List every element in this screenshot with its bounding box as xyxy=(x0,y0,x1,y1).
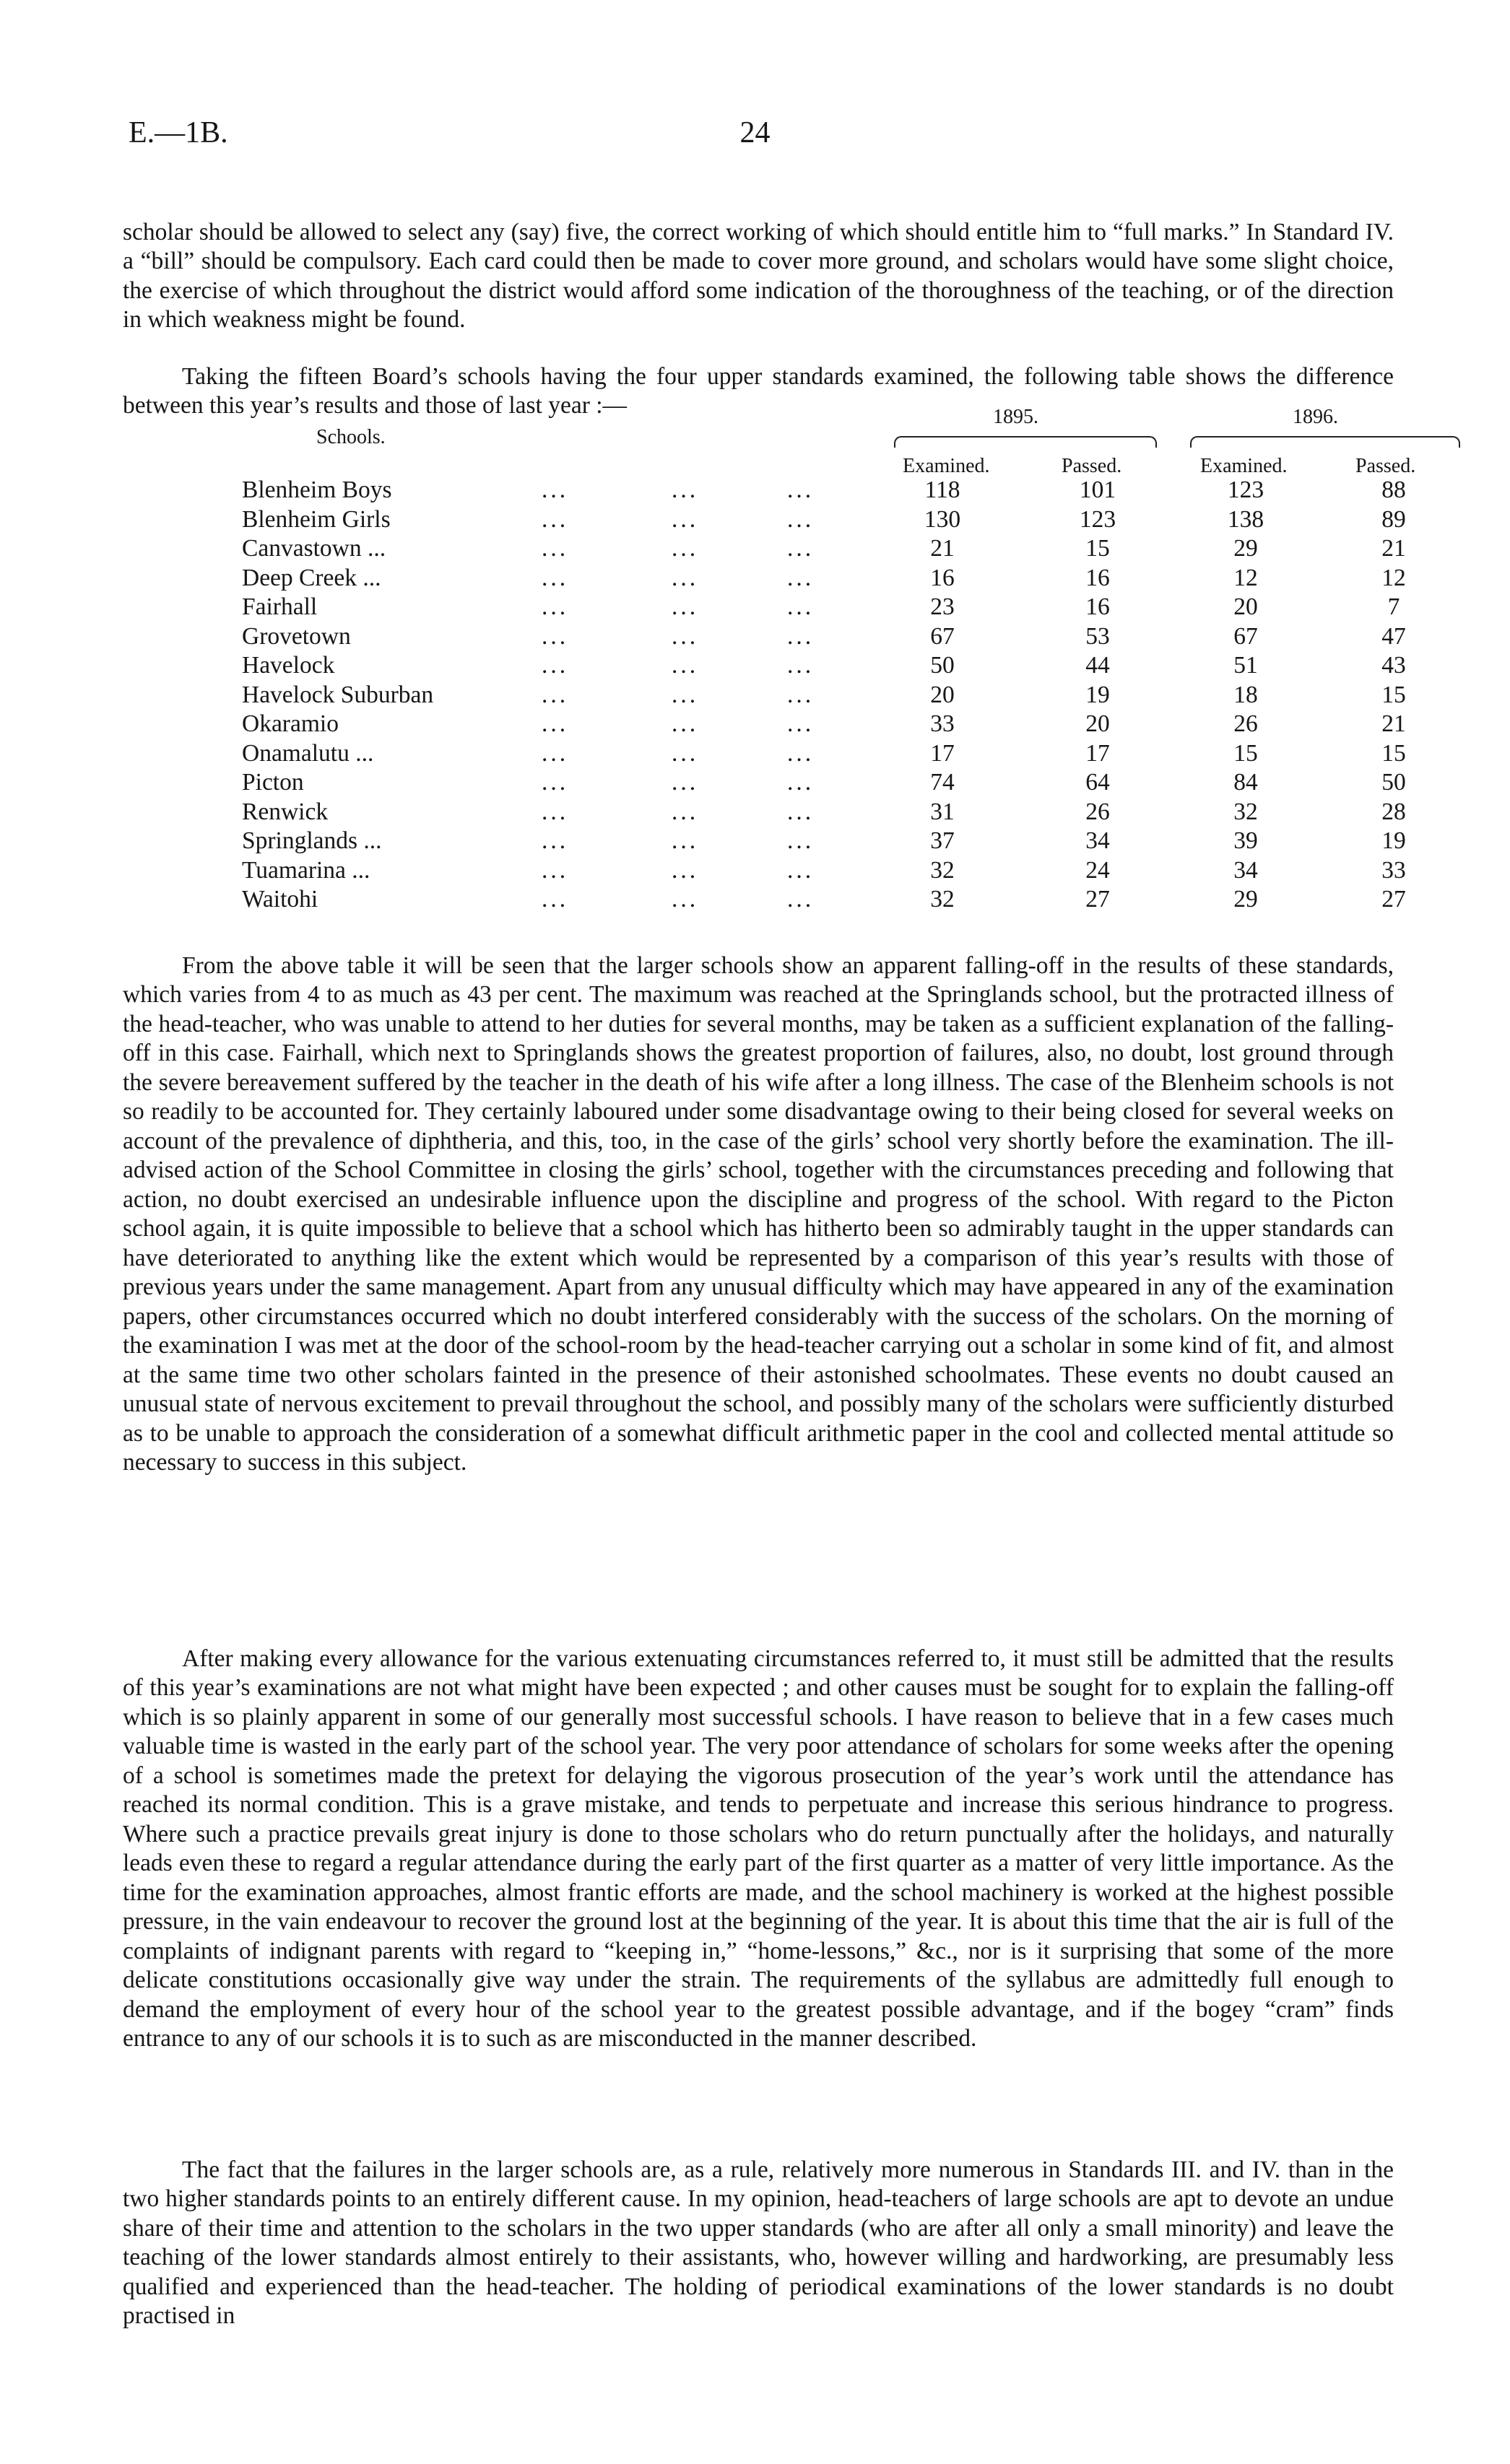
leader-dots: ... xyxy=(787,769,815,796)
cell-p96: 15 xyxy=(1381,739,1406,767)
leader-dots: ... xyxy=(672,739,699,767)
school-name: Blenheim Boys xyxy=(242,476,392,503)
leader-dots: ... xyxy=(787,652,815,679)
leader-dots: ... xyxy=(787,827,815,854)
leader-dots: ... xyxy=(672,769,699,796)
table-row xyxy=(123,886,1406,915)
cell-p95: 24 xyxy=(1085,856,1110,884)
leader-dots: ... xyxy=(672,622,699,650)
cell-e95: 32 xyxy=(930,886,955,913)
paragraph-2: Taking the fifteen Board’s schools having the four upper standards examined, the following table shows the difference between this year’s results and those of last year :— xyxy=(123,362,1394,419)
cell-p96: 28 xyxy=(1381,798,1406,825)
cell-p96: 33 xyxy=(1381,856,1406,884)
leader-dots: ... xyxy=(787,798,815,825)
leader-dots: ... xyxy=(787,593,815,620)
cell-e96: 29 xyxy=(1233,886,1258,913)
leader-dots: ... xyxy=(672,593,699,620)
cell-p95: 34 xyxy=(1085,827,1110,854)
leader-dots: ... xyxy=(787,505,815,533)
year-1896-header: 1896. xyxy=(1293,406,1338,428)
school-name: Fairhall xyxy=(242,593,318,620)
cell-p96: 12 xyxy=(1381,564,1406,591)
school-name: Onamalutu ... xyxy=(242,739,374,767)
leader-dots: ... xyxy=(787,476,815,503)
cell-p95: 123 xyxy=(1079,505,1116,533)
cell-e96: 18 xyxy=(1233,681,1258,708)
cell-p95: 20 xyxy=(1085,710,1110,737)
table-row xyxy=(123,535,1406,565)
cell-e96: 84 xyxy=(1233,769,1258,796)
paragraph-1: scholar should be allowed to select any (say) five, the correct working of which should entitle him to “full marks.” In Standard IV. a “bill” should be compulsory. Each card could then be made to cover more ground, and scholars would have some slight choice, the exercise of which throughout the district would afford some indication of the thoroughness of the teaching, or of the direction in which weakness might be found. xyxy=(123,218,1394,333)
cell-p96: 21 xyxy=(1381,710,1406,737)
table-row xyxy=(123,476,1406,506)
cell-e95: 50 xyxy=(930,652,955,679)
school-name: Okaramio xyxy=(242,710,339,737)
cell-e96: 32 xyxy=(1233,798,1258,825)
examined-1895-header: Examined. xyxy=(903,455,990,477)
leader-dots: ... xyxy=(542,535,569,562)
leader-dots: ... xyxy=(542,593,569,620)
cell-p95: 17 xyxy=(1085,739,1110,767)
table-row xyxy=(123,652,1406,682)
cell-e96: 51 xyxy=(1233,652,1258,679)
cell-p95: 27 xyxy=(1085,886,1110,913)
table-row xyxy=(123,564,1406,594)
cell-e96: 138 xyxy=(1227,505,1264,533)
document-reference: E.—1B. xyxy=(129,116,228,149)
cell-p96: 27 xyxy=(1381,886,1406,913)
table-row xyxy=(123,798,1406,828)
school-name: Havelock xyxy=(242,652,335,679)
cell-p95: 15 xyxy=(1085,535,1110,562)
brace-1896 xyxy=(1190,436,1460,448)
school-name: Havelock Suburban xyxy=(242,681,434,708)
paragraph-5: The fact that the failures in the larger schools are, as a rule, relatively more numerous in Standards III. and IV. than in the two higher standards points to an entirely different cause. In my opinion, head-teachers of large schools are apt to devote an undue share of their time and attention to the scholars in the two upper standards (who are after all only a small minority) and leave the teaching of the lower standards almost entirely to their assistants, who, however willing and hardworking, are presumably less qualified and experienced than the head-teacher. The holding of periodical examinations of the lower standards is no doubt practised in xyxy=(123,2156,1394,2329)
examined-1896-header: Examined. xyxy=(1200,455,1288,477)
leader-dots: ... xyxy=(787,886,815,913)
leader-dots: ... xyxy=(787,622,815,650)
leader-dots: ... xyxy=(787,535,815,562)
cell-p95: 16 xyxy=(1085,564,1110,591)
school-name: Blenheim Girls xyxy=(242,505,391,533)
cell-p96: 89 xyxy=(1381,505,1406,533)
leader-dots: ... xyxy=(787,710,815,737)
table-row xyxy=(123,856,1406,887)
paragraph-3: From the above table it will be seen that the larger schools show an apparent falling-off in the results of these standards, which varies from 4 to as much as 43 per cent. The maximum was reached at the Springlands school, but the protracted illness of the head-teacher, who was unable to attend to her duties for several months, may be taken as a sufficient explanation of the falling-off in this case. Fairhall, which next to Springlands shows the greatest proportion of failures, also, no doubt, lost ground through the severe bereavement suffered by the teacher in the death of his wife after a long illness. The case of the Blenheim schools is not so readily to be accounted for. They certainly laboured under some disadvantage owing to their being closed for several weeks on account of the prevalence of diphtheria, and this, too, in the case of the girls’ school very shortly before the examination. The ill-advised action of the School Committee in closing the girls’ school, together with the circumstances preceding and following that action, no doubt exercised an undesirable influence upon the discipline and progress of the school. With regard to the Picton school again, it is quite impossible to believe that a school which has hitherto been so admirably taught in the upper standards can have deteriorated to anything like the extent which would be represented by a comparison of this year’s results with those of previous years under the same management. Apart from any unusual difficulty which may have appeared in any of the examination papers, other circumstances occurred which no doubt interfered considerably with the success of the scholars. On the morning of the examination I was met at the door of the school-room by the head-teacher carrying out a scholar in some kind of fit, and almost at the same time two other scholars fainted in the presence of their astonished schoolmates. These events no doubt caused an unusual state of nervous excitement to prevail throughout the school, and possibly many of the scholars were sufficiently disturbed as to be unable to approach the consideration of a somewhat difficult arithmetic paper in the cool and collected mental attitude so necessary to success in this subject. xyxy=(123,952,1394,1476)
leader-dots: ... xyxy=(672,856,699,884)
page-number: 24 xyxy=(739,116,771,149)
leader-dots: ... xyxy=(542,827,569,854)
leader-dots: ... xyxy=(542,476,569,503)
cell-p96: 19 xyxy=(1381,827,1406,854)
leader-dots: ... xyxy=(542,710,569,737)
leader-dots: ... xyxy=(672,827,699,854)
cell-e95: 17 xyxy=(930,739,955,767)
cell-e96: 29 xyxy=(1233,535,1258,562)
cell-e95: 130 xyxy=(924,505,961,533)
school-name: Grovetown xyxy=(242,622,351,650)
cell-p95: 101 xyxy=(1079,476,1116,503)
leader-dots: ... xyxy=(672,798,699,825)
cell-p95: 19 xyxy=(1085,681,1110,708)
table-row xyxy=(123,593,1400,623)
cell-e95: 31 xyxy=(930,798,955,825)
table-row xyxy=(123,827,1406,857)
leader-dots: ... xyxy=(542,856,569,884)
cell-e95: 118 xyxy=(924,476,960,503)
leader-dots: ... xyxy=(672,505,699,533)
school-name: Deep Creek ... xyxy=(242,564,381,591)
cell-p95: 26 xyxy=(1085,798,1110,825)
leader-dots: ... xyxy=(672,681,699,708)
leader-dots: ... xyxy=(542,769,569,796)
school-name: Springlands ... xyxy=(242,827,382,854)
leader-dots: ... xyxy=(787,856,815,884)
cell-p96: 43 xyxy=(1381,652,1406,679)
leader-dots: ... xyxy=(542,681,569,708)
results-table xyxy=(123,404,1416,921)
leader-dots: ... xyxy=(672,476,699,503)
table-row xyxy=(123,622,1406,653)
cell-p96: 15 xyxy=(1381,681,1406,708)
cell-e95: 67 xyxy=(930,622,955,650)
schools-header: Schools. xyxy=(316,426,386,448)
cell-e95: 32 xyxy=(930,856,955,884)
cell-e96: 20 xyxy=(1233,593,1258,620)
page-header xyxy=(129,116,1381,159)
cell-p95: 16 xyxy=(1085,593,1110,620)
leader-dots: ... xyxy=(672,886,699,913)
leader-dots: ... xyxy=(672,652,699,679)
leader-dots: ... xyxy=(542,739,569,767)
passed-1896-header: Passed. xyxy=(1355,455,1416,477)
leader-dots: ... xyxy=(787,681,815,708)
leader-dots: ... xyxy=(787,739,815,767)
table-row xyxy=(123,710,1406,740)
paragraph-4: After making every allowance for the various extenuating circumstances referred to, it must still be admitted that the results of this year’s examinations are not what might have been expected ; and other causes must be sought for to explain the falling-off which is so plainly apparent in some of our generally most successful schools. I have reason to believe that in a few cases much valuable time is wasted in the early part of the school year. The very poor attendance of scholars for some weeks after the opening of a school is sometimes made the pretext for delaying the vigorous prosecution of the year’s work until the attendance has reached its normal condition. This is a grave mistake, and tends to perpetuate and increase this serious hindrance to progress. Where such a practice prevails great injury is done to those scholars who do return punctually after the holidays, and naturally leads even these to regard a regular attendance during the early part of the first quarter as a matter of very little importance. As the time for the examination approaches, almost frantic efforts are made, and the school machinery is worked at the highest possible pressure, in the vain endeavour to recover the ground lost at the beginning of the year. It is about this time that the air is full of the complaints of indignant parents with regard to “keeping in,” “home-lessons,” &c., nor is it surprising that some of the more delicate constitutions occasionally give way under the strain. The requirements of the syllabus are admittedly full enough to demand the employment of every hour of the school year to the greatest possible advantage, and if the bogey “cram” finds entrance to any of our schools it is to such as are misconducted in the manner described. xyxy=(123,1645,1394,2052)
cell-p95: 64 xyxy=(1085,769,1110,796)
cell-e95: 16 xyxy=(930,564,955,591)
cell-p96: 88 xyxy=(1381,476,1406,503)
cell-e96: 34 xyxy=(1233,856,1258,884)
school-name: Waitohi xyxy=(242,886,318,913)
cell-e95: 33 xyxy=(930,710,955,737)
table-row xyxy=(123,505,1406,536)
cell-e96: 123 xyxy=(1227,476,1264,503)
leader-dots: ... xyxy=(672,535,699,562)
leader-dots: ... xyxy=(672,564,699,591)
cell-e96: 26 xyxy=(1233,710,1258,737)
cell-e96: 15 xyxy=(1233,739,1258,767)
cell-e95: 21 xyxy=(930,535,955,562)
leader-dots: ... xyxy=(542,622,569,650)
leader-dots: ... xyxy=(542,886,569,913)
school-name: Tuamarina ... xyxy=(242,856,370,884)
table-row xyxy=(123,739,1406,770)
school-name: Canvastown ... xyxy=(242,535,386,562)
cell-e95: 37 xyxy=(930,827,955,854)
passed-1895-header: Passed. xyxy=(1062,455,1122,477)
leader-dots: ... xyxy=(542,652,569,679)
school-name: Renwick xyxy=(242,798,329,825)
brace-1895 xyxy=(894,436,1157,448)
cell-p95: 44 xyxy=(1085,652,1110,679)
leader-dots: ... xyxy=(542,564,569,591)
cell-p96: 7 xyxy=(1387,593,1400,620)
leader-dots: ... xyxy=(672,710,699,737)
leader-dots: ... xyxy=(787,564,815,591)
leader-dots: ... xyxy=(542,505,569,533)
leader-dots: ... xyxy=(542,798,569,825)
cell-e95: 20 xyxy=(930,681,955,708)
table-row xyxy=(123,681,1406,711)
year-1895-header: 1895. xyxy=(993,406,1038,428)
cell-p95: 53 xyxy=(1085,622,1110,650)
cell-e96: 39 xyxy=(1233,827,1258,854)
cell-p96: 21 xyxy=(1381,535,1406,562)
table-row xyxy=(123,769,1406,798)
cell-p96: 50 xyxy=(1381,769,1406,796)
cell-e95: 74 xyxy=(930,769,955,796)
cell-e96: 67 xyxy=(1233,622,1258,650)
cell-p96: 47 xyxy=(1381,622,1406,650)
school-name: Picton xyxy=(242,769,304,796)
cell-e96: 12 xyxy=(1233,564,1258,591)
cell-e95: 23 xyxy=(930,593,955,620)
